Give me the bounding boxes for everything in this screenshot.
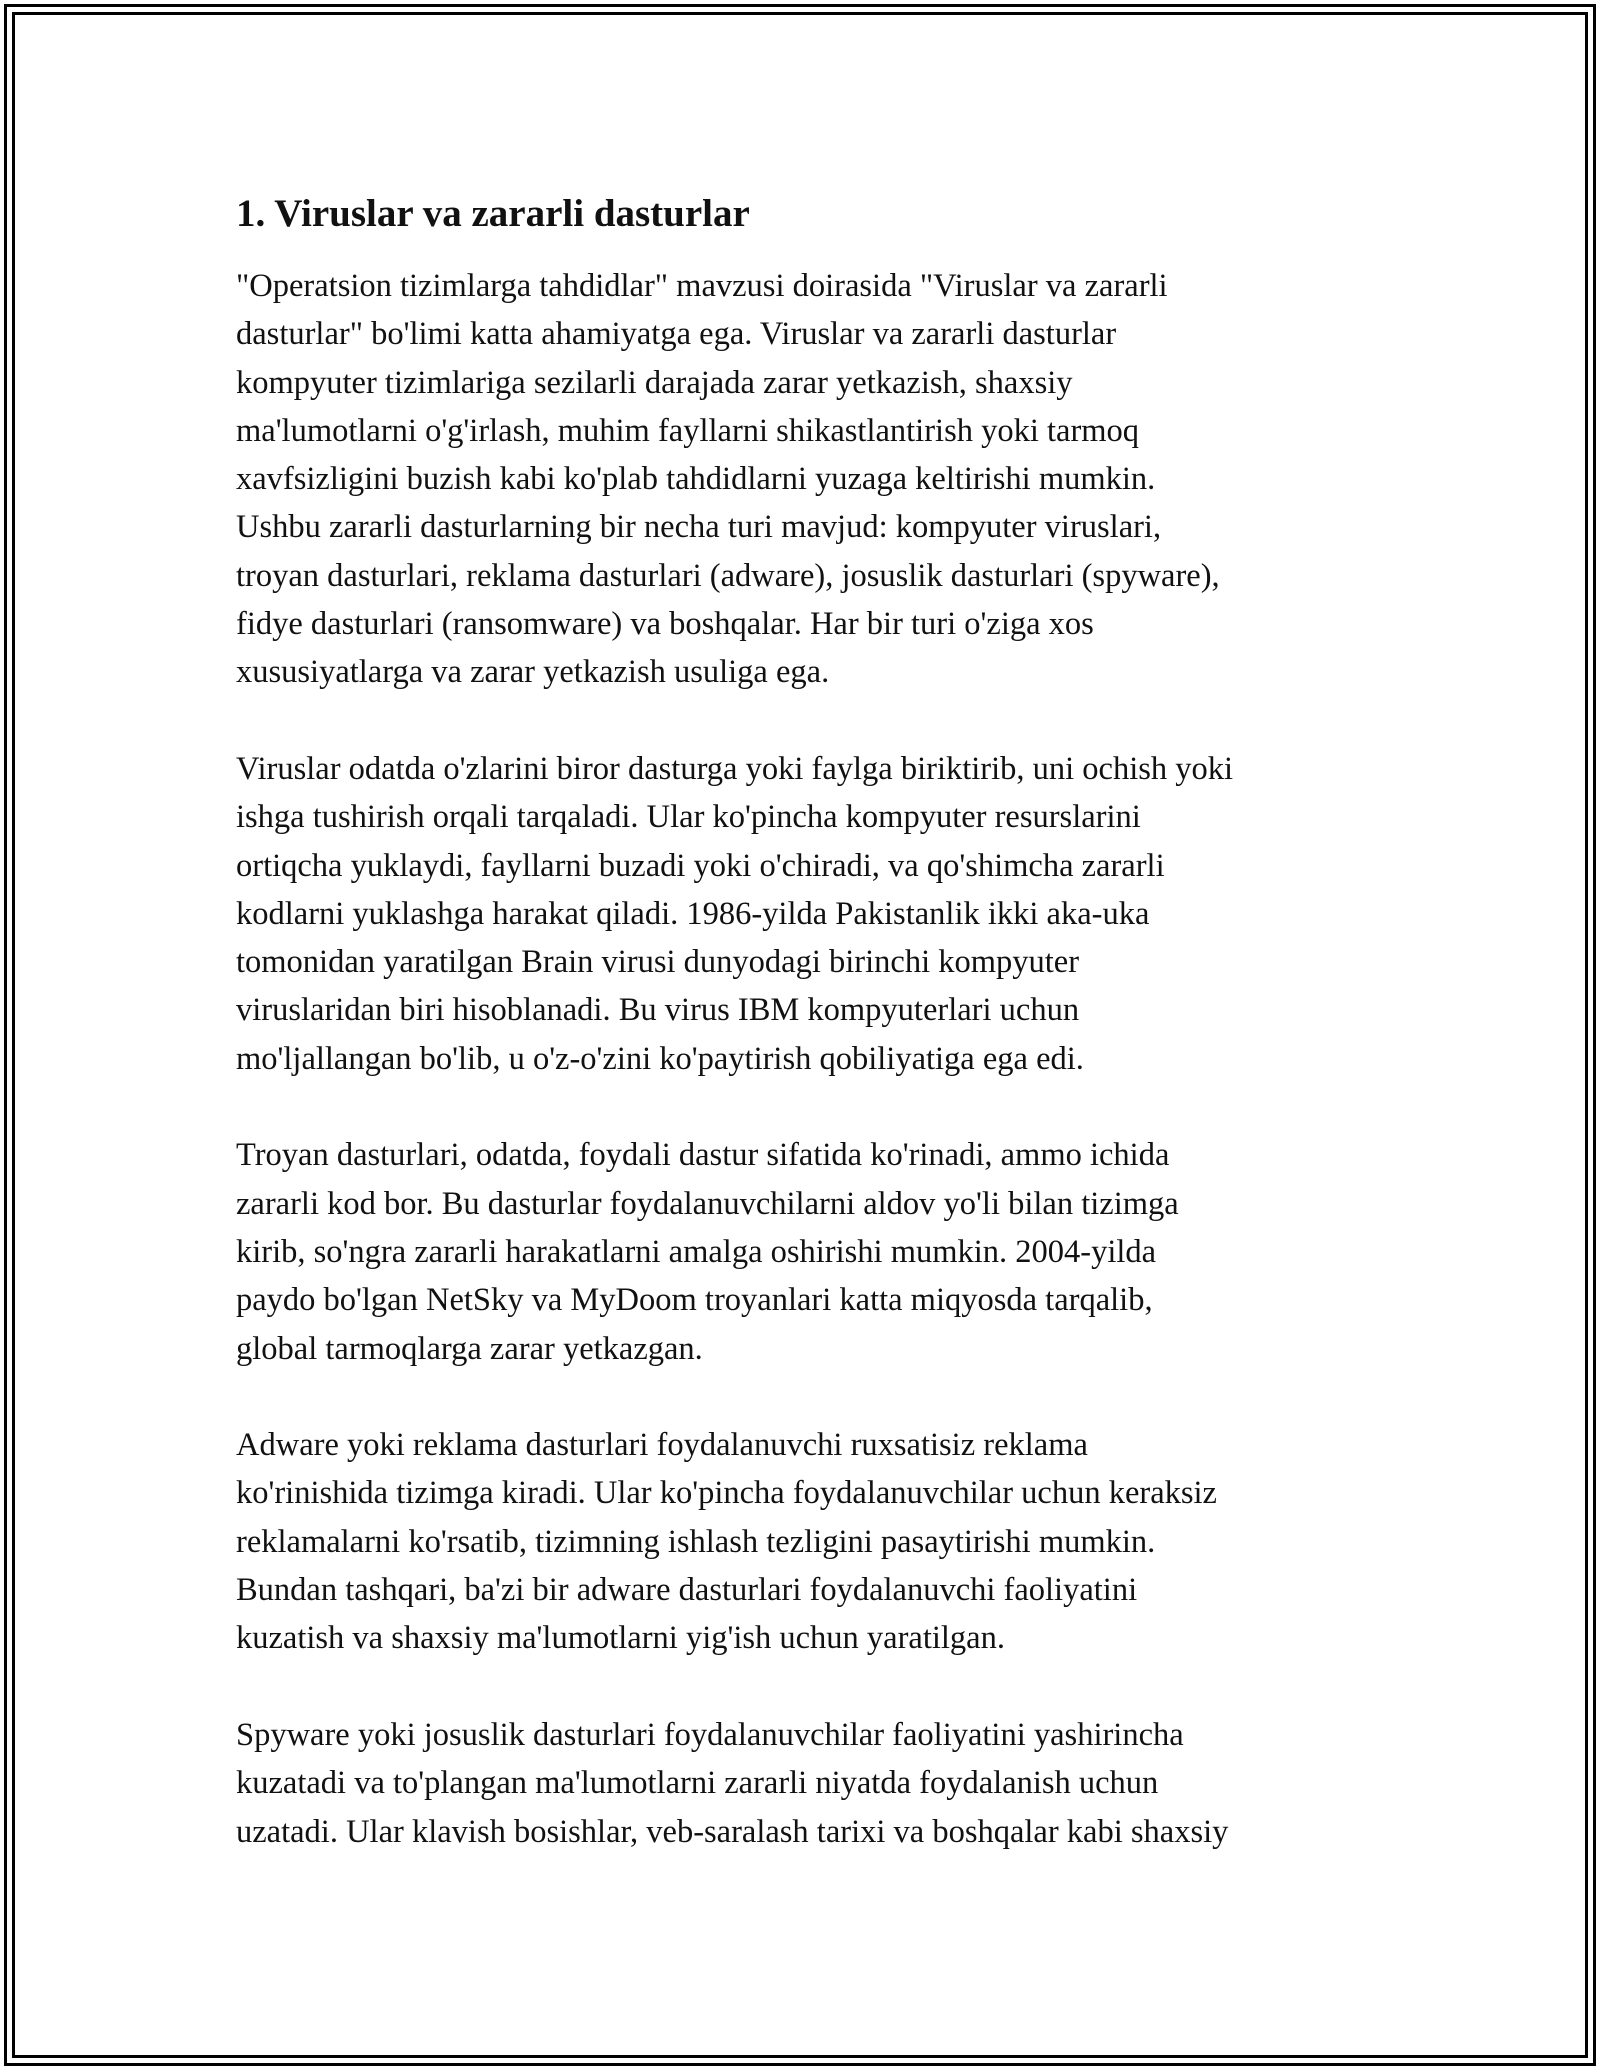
text-line: kirib, so'ngra zararli harakatlarni amalga oshirishi mumkin. 2004-yilda — [236, 1233, 1157, 1270]
text-line: troyan dasturlari, reklama dasturlari (adware), josuslik dasturlari (spyware), — [236, 557, 1220, 594]
text-line: paydo bo'lgan NetSky va MyDoom troyanlari katta miqyosda tarqalib, — [236, 1282, 1153, 1319]
text-line: mo'ljallangan bo'lib, u o'z-o'zini ko'paytirish qobiliyatiga ega edi. — [236, 1040, 1084, 1077]
text-line: kuzatish va shaxsiy ma'lumotlarni yig'ish uchun yaratilgan. — [236, 1620, 1005, 1657]
section-heading: 1. Viruslar va zararli dasturlar — [236, 192, 750, 235]
text-line: Spyware yoki josuslik dasturlari foydalanuvchilar faoliyatini yashirincha — [236, 1716, 1184, 1753]
text-line: global tarmoqlarga zarar yetkazgan. — [236, 1330, 703, 1367]
text-line: kodlarni yuklashga harakat qiladi. 1986-yilda Pakistanlik ikki aka-uka — [236, 895, 1150, 932]
text-line: ma'lumotlarni o'g'irlash, muhim fayllarni shikastlantirish yoki tarmoq — [236, 412, 1140, 449]
text-line: tomonidan yaratilgan Brain virusi dunyodagi birinchi kompyuter — [236, 944, 1080, 981]
text-line: Bundan tashqari, ba'zi bir adware dasturlari foydalanuvchi faoliyatini — [236, 1572, 1138, 1609]
text-line: zararli kod bor. Bu dasturlar foydalanuvchilarni aldov yo'li bilan tizimga — [236, 1185, 1179, 1222]
paragraph-trojans — [236, 1131, 1396, 1372]
text-line: kompyuter tizimlariga sezilarli darajada zarar yetkazish, shaxsiy — [236, 364, 1073, 401]
text-line: Adware yoki reklama dasturlari foydalanuvchi ruxsatisiz reklama — [236, 1427, 1088, 1464]
text-line: ishga tushirish orqali tarqaladi. Ular ko'pincha kompyuter resurslarini — [236, 799, 1141, 836]
text-line: Troyan dasturlari, odatda, foydali dastur sifatida ko'rinadi, ammo ichida — [236, 1137, 1170, 1174]
text-line: viruslaridan biri hisoblanadi. Bu virus IBM kompyuterlari uchun — [236, 992, 1080, 1029]
text-line: dasturlar" bo'limi katta ahamiyatga ega. Viruslar va zararli dasturlar — [236, 316, 1117, 353]
text-line: xavfsizligini buzish kabi ko'plab tahdidlarni yuzaga keltirishi mumkin. — [236, 461, 1156, 498]
text-line: kuzatadi va to'plangan ma'lumotlarni zararli niyatda foydalanish uchun — [236, 1765, 1159, 1802]
text-line: fidye dasturlari (ransomware) va boshqalar. Har bir turi o'ziga xos — [236, 606, 1094, 643]
document-body — [236, 186, 1396, 1904]
text-line: xususiyatlarga va zarar yetkazish usuliga ega. — [236, 654, 830, 691]
text-line: ortiqcha yuklaydi, fayllarni buzadi yoki o'chiradi, va qo'shimcha zararli — [236, 847, 1165, 884]
text-line: reklamalarni ko'rsatib, tizimning ishlash tezligini pasaytirishi mumkin. — [236, 1523, 1156, 1560]
text-line: "Operatsion tizimlarga tahdidlar" mavzusi doirasida "Viruslar va zararli — [236, 268, 1168, 304]
text-line: uzatadi. Ular klavish bosishlar, veb-saralash tarixi va boshqalar kabi shaxsiy — [236, 1813, 1229, 1850]
text-line: ko'rinishida tizimga kiradi. Ular ko'pincha foydalanuvchilar uchun keraksiz — [236, 1475, 1217, 1512]
text-line: Ushbu zararli dasturlarning bir necha turi mavjud: kompyuter viruslari, — [236, 509, 1162, 546]
paragraph-intro — [236, 262, 1396, 697]
paragraph-spyware — [236, 1711, 1396, 1856]
paragraph-adware — [236, 1421, 1396, 1662]
text-line: Viruslar odatda o'zlarini biror dasturga yoki faylga biriktirib, uni ochish yoki — [236, 750, 1234, 787]
paragraph-viruses — [236, 745, 1396, 1083]
